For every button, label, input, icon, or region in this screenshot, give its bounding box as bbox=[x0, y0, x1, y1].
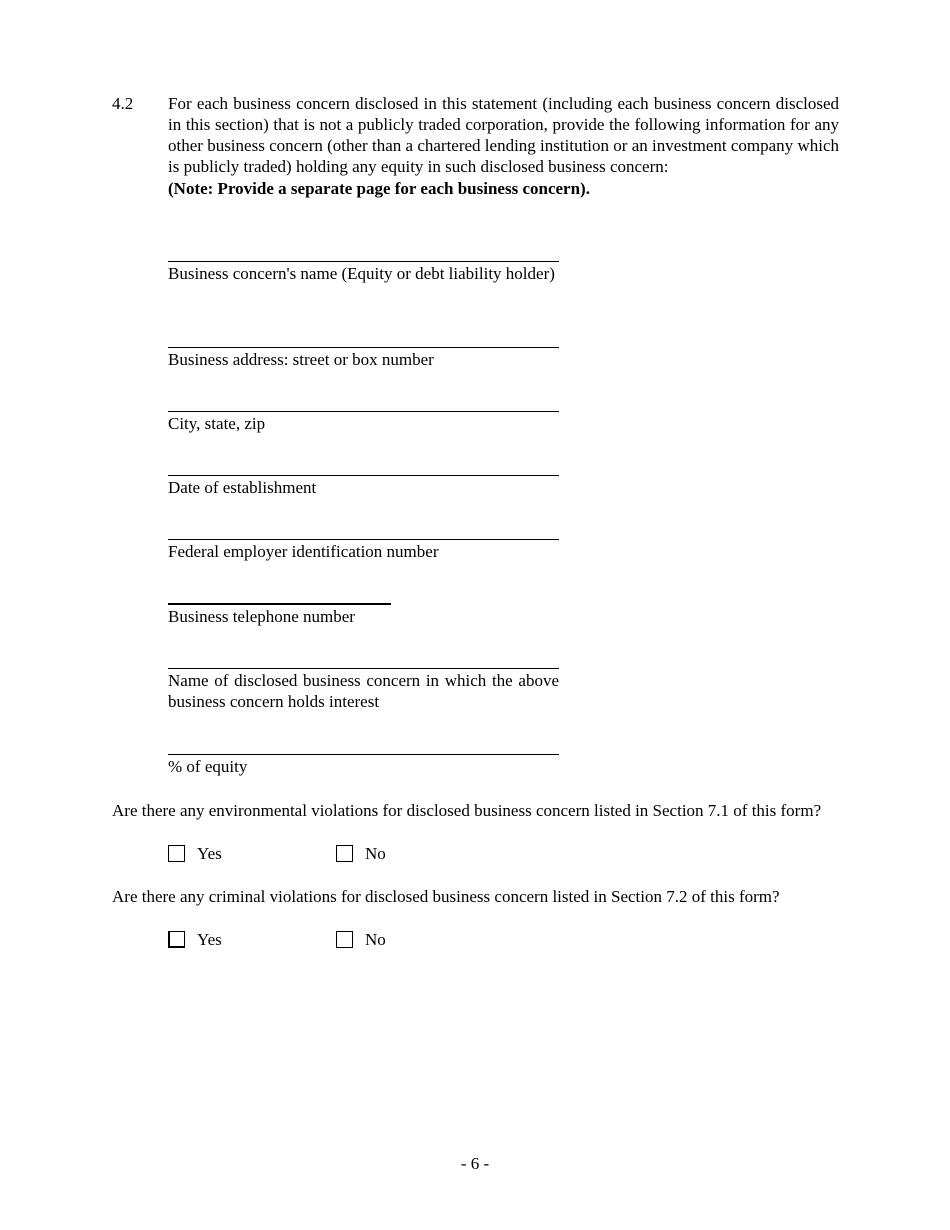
criminal-yes-option[interactable] bbox=[168, 928, 222, 950]
field-label: Business telephone number bbox=[168, 607, 355, 626]
field-label: Name of disclosed business concern in which the above business concern holds interest bbox=[168, 671, 559, 711]
section-intro: For each business concern disclosed in this statement (including each business concern disclosed in this section) that is not a publicly traded corporation, provide the following information for any other business concern (other than a chartered lending institution or an investment company which is publicly traded) holding any equity in such disclosed business concern: bbox=[168, 94, 839, 176]
field-federal-ein bbox=[168, 539, 559, 562]
business-name-input-line[interactable] bbox=[168, 261, 559, 262]
section-number: 4.2 bbox=[112, 94, 134, 113]
field-label: Federal employer identification number bbox=[168, 542, 439, 561]
business-telephone-input-line[interactable] bbox=[168, 603, 391, 605]
section-body bbox=[168, 93, 839, 199]
option-label-yes: Yes bbox=[197, 929, 222, 949]
disclosed-concern-name-input-line[interactable] bbox=[168, 668, 559, 669]
field-date-of-establishment bbox=[168, 475, 559, 498]
environmental-no-option[interactable] bbox=[336, 842, 386, 864]
criminal-no-checkbox[interactable] bbox=[336, 931, 353, 948]
field-business-name bbox=[168, 261, 559, 284]
field-label: % of equity bbox=[168, 757, 248, 776]
field-business-telephone bbox=[168, 603, 559, 627]
business-address-input-line[interactable] bbox=[168, 347, 559, 348]
option-label-yes: Yes bbox=[197, 843, 222, 863]
question-environmental-violations: Are there any environmental violations for disclosed business concern listed in Section 7.1 of this form? bbox=[112, 801, 822, 820]
field-label: City, state, zip bbox=[168, 414, 266, 433]
field-percent-equity bbox=[168, 754, 559, 777]
environmental-no-checkbox[interactable] bbox=[336, 845, 353, 862]
field-label: Business address: street or box number bbox=[168, 350, 434, 369]
section-4-2 bbox=[112, 93, 839, 199]
section-note: (Note: Provide a separate page for each business concern). bbox=[168, 179, 590, 198]
federal-ein-input-line[interactable] bbox=[168, 539, 559, 540]
percent-equity-input-line[interactable] bbox=[168, 754, 559, 755]
environmental-yes-checkbox[interactable] bbox=[168, 845, 185, 862]
field-disclosed-concern-name bbox=[168, 668, 559, 712]
date-of-establishment-input-line[interactable] bbox=[168, 475, 559, 476]
criminal-yes-checkbox[interactable] bbox=[168, 931, 185, 948]
criminal-no-option[interactable] bbox=[336, 928, 386, 950]
page-number: - 6 - bbox=[460, 1154, 490, 1173]
option-label-no: No bbox=[365, 843, 386, 863]
field-label: Business concern's name (Equity or debt liability holder) bbox=[168, 264, 555, 283]
field-label: Date of establishment bbox=[168, 478, 317, 497]
question-criminal-violations: Are there any criminal violations for disclosed business concern listed in Section 7.2 of this form? bbox=[112, 887, 780, 906]
field-business-address bbox=[168, 347, 559, 370]
field-city-state-zip bbox=[168, 411, 559, 434]
option-label-no: No bbox=[365, 929, 386, 949]
city-state-zip-input-line[interactable] bbox=[168, 411, 559, 412]
environmental-yes-option[interactable] bbox=[168, 842, 222, 864]
